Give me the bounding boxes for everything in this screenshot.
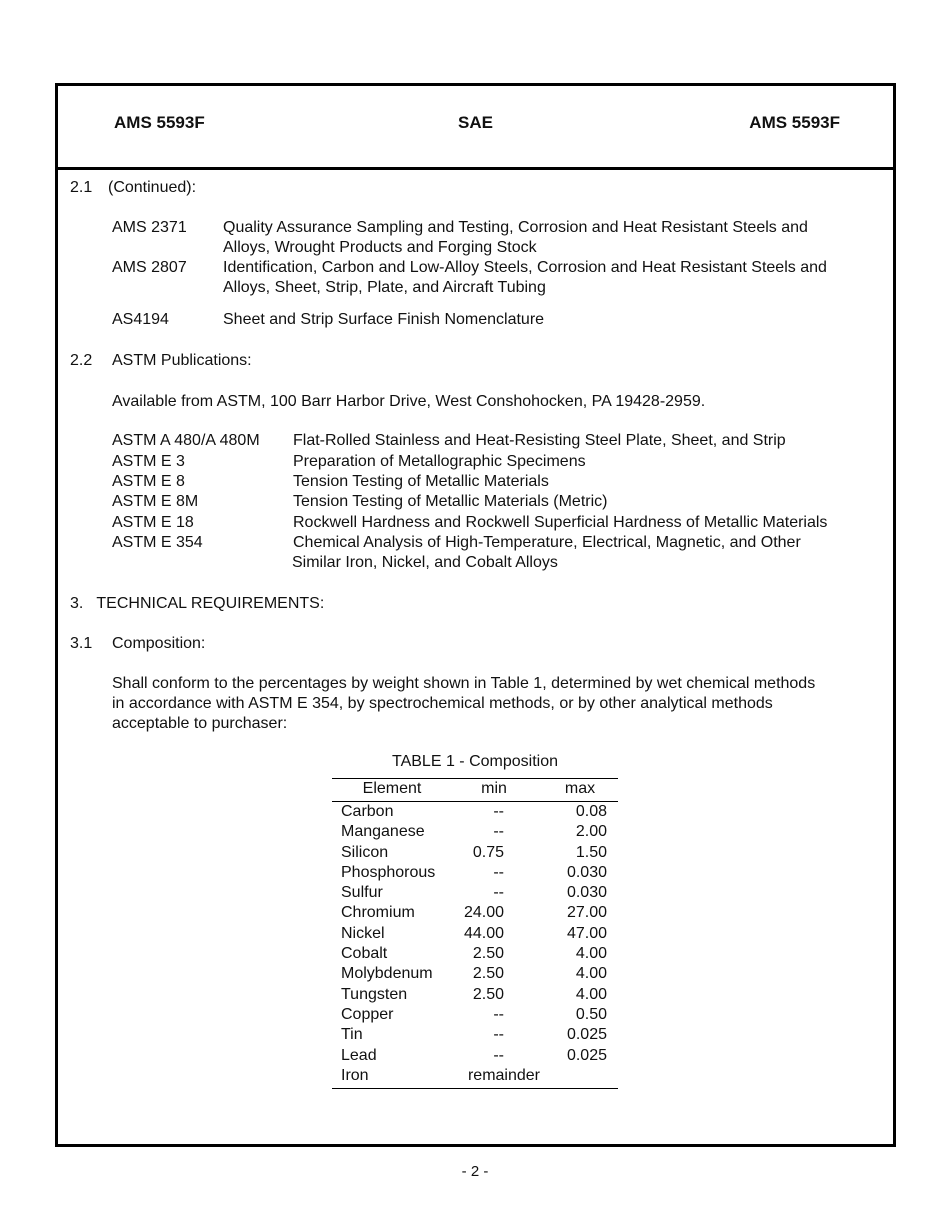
cell-min: 2.50 bbox=[472, 965, 504, 983]
cell-max: 0.025 bbox=[566, 1026, 607, 1044]
cell-element: Tin bbox=[341, 1026, 363, 1044]
cell-min: 2.50 bbox=[472, 945, 504, 963]
ref-code: ASTM E 354 bbox=[112, 534, 203, 551]
section-2-2-number: 2.2 bbox=[70, 352, 93, 369]
cell-min: 24.00 bbox=[463, 904, 504, 922]
ref-code: ASTM E 18 bbox=[112, 514, 194, 531]
table-row bbox=[332, 903, 618, 923]
table-bottom-rule bbox=[332, 1088, 618, 1089]
cell-min: -- bbox=[493, 863, 504, 881]
cell-max: 2.00 bbox=[575, 823, 607, 841]
section-2-1-number: 2.1 bbox=[70, 179, 93, 196]
cell-element: Cobalt bbox=[341, 945, 388, 963]
ref-title: Tension Testing of Metallic Materials bbox=[293, 473, 549, 490]
cell-element: Nickel bbox=[341, 924, 385, 942]
header-doc-number-right: AMS 5593F bbox=[749, 113, 840, 132]
column-header-max: max bbox=[564, 780, 596, 797]
cell-element: Tungsten bbox=[341, 985, 408, 1003]
ref-title: Alloys, Sheet, Strip, Plate, and Aircraft Tubing bbox=[223, 279, 546, 296]
ref-code: ASTM E 8M bbox=[112, 493, 199, 510]
table-row bbox=[332, 802, 618, 822]
header-doc-number-left: AMS 5593F bbox=[114, 113, 205, 132]
cell-max: 0.030 bbox=[566, 863, 607, 881]
page-number: - 2 - bbox=[461, 1163, 489, 1180]
page-header bbox=[58, 86, 893, 170]
column-header-min: min bbox=[481, 780, 507, 797]
ref-code: ASTM A 480/A 480M bbox=[112, 432, 260, 449]
cell-min: -- bbox=[493, 884, 504, 902]
cell-min: 2.50 bbox=[472, 985, 504, 1003]
cell-element: Silicon bbox=[341, 843, 389, 861]
table-row bbox=[332, 1005, 618, 1025]
cell-max: 4.00 bbox=[575, 945, 607, 963]
table-row bbox=[332, 1066, 618, 1086]
ref-title: Preparation of Metallographic Specimens bbox=[293, 453, 586, 470]
cell-min: -- bbox=[493, 1026, 504, 1044]
ref-title: Quality Assurance Sampling and Testing, Corrosion and Heat Resistant Steels and bbox=[223, 219, 808, 236]
cell-element: Chromium bbox=[341, 904, 415, 922]
header-organization: SAE bbox=[458, 113, 493, 132]
cell-min: 0.75 bbox=[472, 843, 504, 861]
table-row bbox=[332, 944, 618, 964]
section-2-1-heading: (Continued): bbox=[108, 179, 197, 196]
cell-min: -- bbox=[493, 1005, 504, 1023]
cell-max: 0.08 bbox=[575, 803, 607, 820]
cell-max: 27.00 bbox=[566, 904, 607, 922]
cell-max: 0.025 bbox=[566, 1046, 607, 1064]
column-header-element: Element bbox=[362, 780, 422, 797]
cell-element: Carbon bbox=[341, 803, 394, 820]
table-title: TABLE 1 - Composition bbox=[392, 753, 558, 770]
ref-code: AMS 2807 bbox=[112, 259, 187, 276]
ref-title: Sheet and Strip Surface Finish Nomenclature bbox=[223, 311, 545, 328]
ref-code: AS4194 bbox=[112, 311, 169, 328]
section-2-2-heading: ASTM Publications: bbox=[112, 352, 252, 369]
cell-element: Manganese bbox=[341, 823, 425, 841]
cell-min: remainder bbox=[467, 1066, 540, 1084]
astm-availability: Available from ASTM, 100 Barr Harbor Drive, West Conshohocken, PA 19428-2959. bbox=[112, 393, 706, 410]
cell-element: Iron bbox=[341, 1066, 369, 1084]
cell-max: 1.50 bbox=[575, 843, 607, 861]
table-row bbox=[332, 863, 618, 883]
ref-title: Chemical Analysis of High-Temperature, Electrical, Magnetic, and Other bbox=[293, 534, 801, 551]
section-3-heading: 3. TECHNICAL REQUIREMENTS: bbox=[70, 595, 325, 612]
composition-paragraph: acceptable to purchaser: bbox=[112, 715, 288, 732]
ref-title: Similar Iron, Nickel, and Cobalt Alloys bbox=[292, 554, 558, 571]
ref-code: ASTM E 3 bbox=[112, 453, 185, 470]
cell-max: 47.00 bbox=[566, 924, 607, 942]
ref-title: Tension Testing of Metallic Materials (Metric) bbox=[293, 493, 608, 510]
cell-max: 0.030 bbox=[566, 884, 607, 902]
ref-code: AMS 2371 bbox=[112, 219, 187, 236]
cell-max: 0.50 bbox=[575, 1005, 607, 1023]
cell-max: 4.00 bbox=[575, 965, 607, 983]
table-header-row bbox=[332, 779, 618, 799]
table-row bbox=[332, 883, 618, 903]
section-3-1-number: 3.1 bbox=[70, 635, 93, 652]
cell-max: 4.00 bbox=[575, 985, 607, 1003]
table-row bbox=[332, 1046, 618, 1066]
cell-element: Molybdenum bbox=[341, 965, 433, 983]
composition-paragraph: in accordance with ASTM E 354, by spectrochemical methods, or by other analytical methods bbox=[112, 695, 773, 712]
table-row bbox=[332, 822, 618, 842]
section-3-1-heading: Composition: bbox=[112, 635, 206, 652]
cell-element: Phosphorous bbox=[341, 863, 436, 881]
cell-min: -- bbox=[493, 1046, 504, 1064]
cell-min: -- bbox=[493, 803, 504, 820]
composition-paragraph: Shall conform to the percentages by weight shown in Table 1, determined by wet chemical methods bbox=[112, 675, 816, 692]
cell-min: 44.00 bbox=[463, 924, 504, 942]
table-row bbox=[332, 964, 618, 984]
cell-element: Copper bbox=[341, 1005, 394, 1023]
ref-code: ASTM E 8 bbox=[112, 473, 185, 490]
ref-title: Rockwell Hardness and Rockwell Superficial Hardness of Metallic Materials bbox=[293, 514, 828, 531]
cell-min: -- bbox=[493, 823, 504, 841]
table-body bbox=[332, 802, 618, 1086]
table-row bbox=[332, 843, 618, 863]
ref-title: Identification, Carbon and Low-Alloy Steels, Corrosion and Heat Resistant Steels and bbox=[223, 259, 827, 276]
table-row bbox=[332, 924, 618, 944]
cell-element: Sulfur bbox=[341, 884, 383, 902]
ref-title: Flat-Rolled Stainless and Heat-Resisting Steel Plate, Sheet, and Strip bbox=[293, 432, 786, 449]
ref-title: Alloys, Wrought Products and Forging Stock bbox=[223, 239, 537, 256]
cell-element: Lead bbox=[341, 1046, 377, 1064]
table-row bbox=[332, 1025, 618, 1045]
table-row bbox=[332, 985, 618, 1005]
